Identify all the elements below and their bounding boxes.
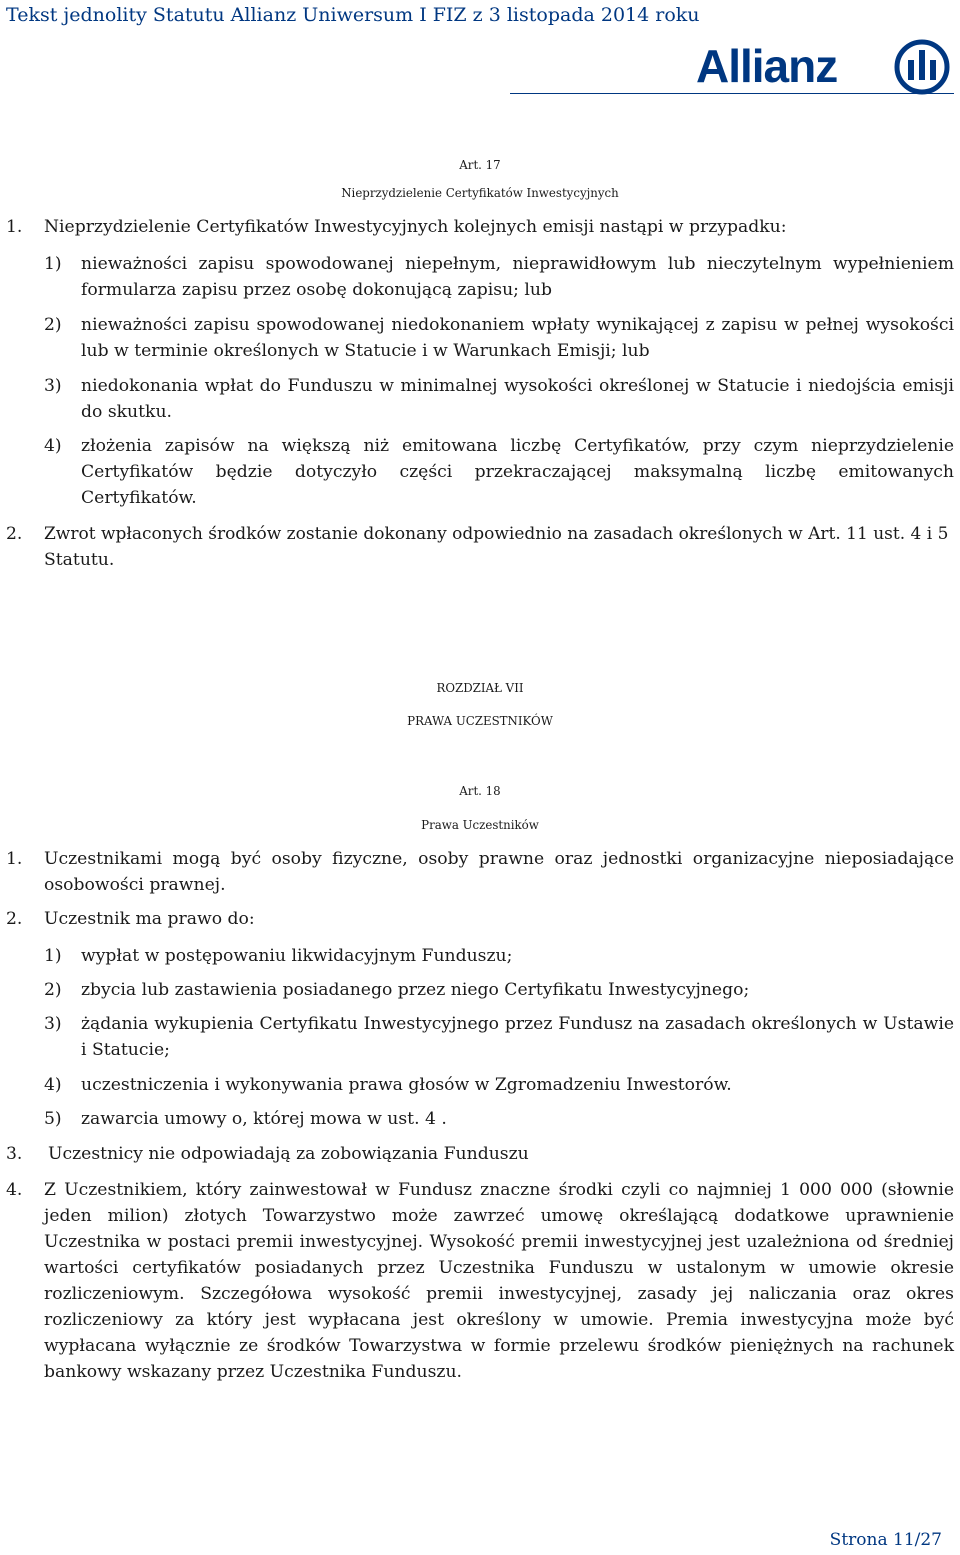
paragraph-text: Z Uczestnikiem, który zainwestował w Fundusz znaczne środki czyli co najmniej 1 000 000 (słownie xyxy=(44,1180,954,1200)
allianz-logo-icon xyxy=(696,38,954,96)
article-number: Art. 17 xyxy=(459,158,501,172)
list-item-line: do skutku. xyxy=(81,402,172,422)
article-title: Nieprzydzielenie Certyfikatów Inwestycyjnych xyxy=(341,186,619,200)
list-item-number: 2) xyxy=(44,315,62,335)
article-number: Art. 18 xyxy=(459,784,501,798)
paragraph-text: Uczestnika w postaci premii inwestycyjnej. Wysokość premii inwestycyjnej jest uzależniona od średniej xyxy=(44,1232,954,1252)
list-item-line: lub w terminie określonych w Statucie i w Warunkach Emisji; lub xyxy=(81,341,650,361)
header-rule xyxy=(510,93,954,94)
paragraph-text: rozliczeniowym. Szczegółowa wysokość premii inwestycyjnej, zasady jej naliczania oraz okres xyxy=(44,1284,954,1304)
chapter-title: PRAWA UCZESTNIKÓW xyxy=(407,714,553,728)
list-item-number: 4) xyxy=(44,436,62,456)
paragraph-text: wypłacana wyłącznie ze środków Towarzystwa w formie przelewu środków pieniężnych na rachunek xyxy=(44,1336,954,1356)
list-item-line: zbycia lub zastawienia posiadanego przez niego Certyfikatu Inwestycyjnego; xyxy=(81,980,750,1000)
paragraph-text: bankowy wskazany przez Uczestnika Funduszu. xyxy=(44,1362,462,1382)
list-item-number: 3) xyxy=(44,1014,62,1034)
list-item-line: formularza zapisu przez osobę dokonującą zapisu; lub xyxy=(81,280,552,300)
chapter-number: ROZDZIAŁ VII xyxy=(436,681,524,695)
paragraph-number: 1. xyxy=(6,217,23,237)
list-item-number: 4) xyxy=(44,1075,62,1095)
list-item-line: nieważności zapisu spowodowanej niepełnym, nieprawidłowym lub nieczytelnym wypełnieniem xyxy=(81,254,954,274)
paragraph-text: Uczestnicy nie odpowiadają za zobowiązania Funduszu xyxy=(48,1144,529,1164)
paragraph-text: wartości certyfikatów posiadanych przez Uczestnika Funduszu w ustalonym w umowie okresie xyxy=(44,1258,954,1278)
svg-text:Allianz: Allianz xyxy=(696,40,838,92)
paragraph-number: 1. xyxy=(6,849,23,869)
list-item-number: 1) xyxy=(44,254,62,274)
list-item-line: zawarcia umowy o, której mowa w ust. 4 . xyxy=(81,1109,447,1129)
paragraph-text: Nieprzydzielenie Certyfikatów Inwestycyjnych kolejnych emisji nastąpi w przypadku: xyxy=(44,217,787,237)
paragraph-text: rozliczeniowy za który jest wypłacana jest określony w umowie. Premia inwestycyjna może być xyxy=(44,1310,954,1330)
list-item-line: niedokonania wpłat do Funduszu w minimalnej wysokości określonej w Statucie i niedojścia emisji xyxy=(81,376,954,396)
list-item-number: 3) xyxy=(44,376,62,396)
list-item-line: Certyfikatów będzie dotyczyło części przekraczającej maksymalną liczbę emitowanych xyxy=(81,462,954,482)
list-item-line: nieważności zapisu spowodowanej niedokonaniem wpłaty wynikającej z zapisu w pełnej wysokości xyxy=(81,315,954,335)
paragraph-text: Zwrot wpłaconych środków zostanie dokonany odpowiednio na zasadach określonych w Art. 11 ust. 4 i 5 xyxy=(44,524,949,544)
list-item-line: Certyfikatów. xyxy=(81,488,197,508)
list-item-line: złożenia zapisów na większą niż emitowana liczbę Certyfikatów, przy czym nieprzydzielenie xyxy=(81,436,954,456)
paragraph-text: osobowości prawnej. xyxy=(44,875,226,895)
list-item-number: 2) xyxy=(44,980,62,1000)
list-item-line: wypłat w postępowaniu likwidacyjnym Funduszu; xyxy=(81,946,513,966)
paragraph-number: 2. xyxy=(6,524,23,544)
paragraph-number: 4. xyxy=(6,1180,23,1200)
document-header-title: Tekst jednolity Statutu Allianz Uniwersum I FIZ z 3 listopada 2014 roku xyxy=(6,4,700,26)
paragraph-text: Statutu. xyxy=(44,550,115,570)
list-item-line: i Statucie; xyxy=(81,1040,170,1060)
paragraph-number: 2. xyxy=(6,909,23,929)
paragraph-text: jeden milion) złotych Towarzystwo może zawrzeć umowę określającą dodatkowe uprawnienie xyxy=(44,1206,954,1226)
list-item-number: 5) xyxy=(44,1109,62,1129)
allianz-logo xyxy=(696,38,954,100)
list-item-line: żądania wykupienia Certyfikatu Inwestycyjnego przez Fundusz na zasadach określonych w Ustawie xyxy=(81,1014,954,1034)
page-number: Strona 11/27 xyxy=(829,1530,942,1550)
article-title: Prawa Uczestników xyxy=(421,818,539,832)
list-item-number: 1) xyxy=(44,946,62,966)
paragraph-text: Uczestnikami mogą być osoby fizyczne, osoby prawne oraz jednostki organizacyjne nieposiadające xyxy=(44,849,954,869)
paragraph-number: 3. xyxy=(6,1144,23,1164)
list-item-line: uczestniczenia i wykonywania prawa głosów w Zgromadzeniu Inwestorów. xyxy=(81,1075,732,1095)
paragraph-text: Uczestnik ma prawo do: xyxy=(44,909,255,929)
